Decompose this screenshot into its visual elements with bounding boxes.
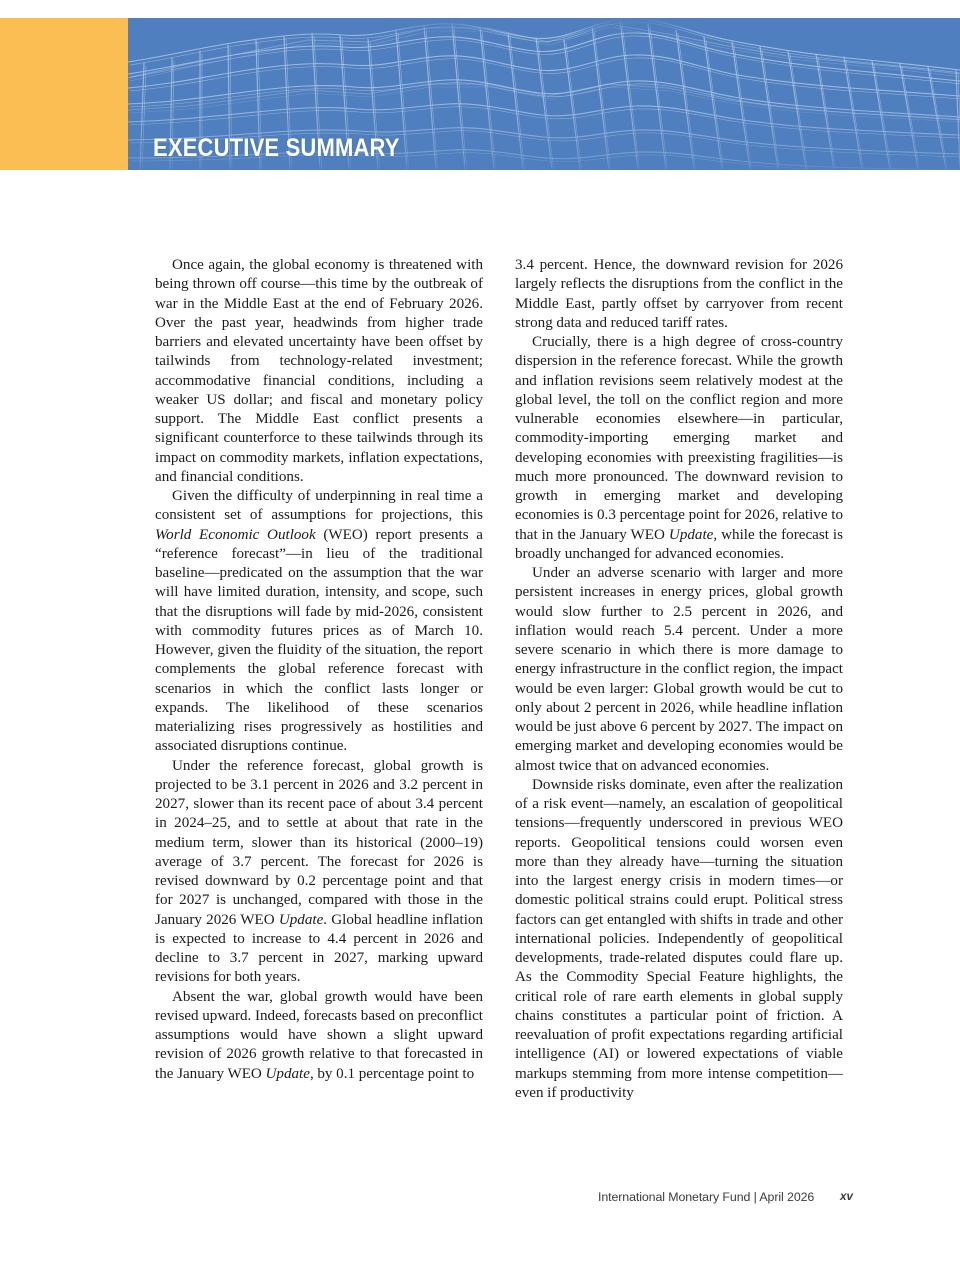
page-footer: [0, 1190, 960, 1210]
italic-run: World Economic Outlook: [155, 526, 316, 543]
paragraph-p8: Downside risks dominate, even after the realization of a risk event—namely, an escalation of geopolitical tensions—frequently underscored in previous WEO reports. Geopolitical tensions could worsen even more than they already have—turning the situation into the largest energy crisis in modern times—or domestic political strains could erupt. Political stress factors can get entangled with shifts in trade and other international policies. Independently of geopolitical developments, trade-related disputes could flare up. As the Commodity Special Feature highlights, the critical role of rare earth elements in global supply chains constitutes a particular point of friction. A reevaluation of profit expectations regarding artificial intelligence (AI) or lowered expectations of viable markups stemming from more intense competition—even if productivity: [515, 776, 843, 1101]
italic-run: Update: [265, 1065, 310, 1082]
text-column-left: [155, 256, 483, 1084]
page-title: EXECUTIVE SUMMARY: [153, 134, 400, 162]
paragraph-p5: 3.4 percent. Hence, the downward revision for 2026 largely reflects the disruptions from the conflict in the Middle East, partly offset by carryover from recent strong data and reduced tariff rates.: [515, 257, 843, 331]
paragraph-p6: Crucially, there is a high degree of cross-country dispersion in the reference forecast. While the growth and inflation revisions seem relatively modest at the global level, the toll on the conflict region and more vulnerable economies elsewhere—in particular, commodity-importing emerging market and developing economies with preexisting fragilities—is much more pronounced. The downward revision to growth in emerging market and developing economies is 0.3 percentage point for 2026, relative to that in the January WEO Update, while the forecast is broadly unchanged for advanced economies.: [515, 334, 843, 562]
italic-run: Update: [278, 911, 324, 928]
paragraph-p7: Under an adverse scenario with larger and more persistent increases in energy prices, global growth would slow further to 2.5 percent in 2026, and inflation would reach 5.4 percent. Under a more severe scenario in which there is more damage to energy infrastructure in the conflict region, the impact would be even larger: Global growth would be cut to only about 2 percent in 2026, while headline inflation would be just above 6 percent by 2027. The impact on emerging market and developing economies would be almost twice that on advanced economies.: [515, 565, 843, 774]
footer-page-number: xv: [840, 1190, 853, 1203]
paragraph-p2: Given the difficulty of underpinning in real time a consistent set of assumptions for projections, this World Economic Outlook (WEO) report presents a “reference forecast”—in lieu of the traditional baseline—predicated on the assumption that the war will have limited duration, intensity, and scope, such that the disruptions will fade by mid-2026, consistent with commodity futures prices as of March 10. However, given the fluidity of the situation, the report complements the global reference forecast with scenarios in which the conflict lasts longer or expands. The likelihood of these scenarios materializing rises progressively as hostilities and associated disruptions continue.: [155, 488, 483, 755]
paragraph-p3: Under the reference forecast, global growth is projected to be 3.1 percent in 2026 and 3.2 percent in 2027, slower than its recent pace of about 3.4 percent in 2024–25, and to settle at about that rate in the medium term, slower than its historical (2000–19) average of 3.7 percent. The forecast for 2026 is revised downward by 0.2 percentage point and that for 2027 is unchanged, compared with those in the January 2026 WEO Update. Global headline inflation is expected to increase to 4.4 percent in 2026 and decline to 3.7 percent in 2027, marking upward revisions for both years.: [155, 757, 483, 986]
italic-run: Update: [668, 526, 714, 543]
header-orange-accent-block: [0, 18, 128, 170]
footer-imprint: International Monetary Fund | April 2026: [598, 1190, 815, 1204]
text-column-right: [515, 256, 843, 1103]
header-banner: [0, 18, 960, 170]
paragraph-p4: Absent the war, global growth would have been revised upward. Indeed, forecasts based on preconflict assumptions would have shown a slight upward revision of 2026 growth relative to that forecasted in the January WEO Update, by 0.1 percentage point to: [155, 988, 483, 1082]
paragraph-p1: Once again, the global economy is threatened with being thrown off course—this time by the outbreak of war in the Middle East at the end of February 2026. Over the past year, headwinds from higher trade barriers and elevated uncertainty have been offset by tailwinds from technology-related investment; accommodative financial conditions, including a weaker US dollar; and fiscal and monetary policy support. The Middle East conflict presents a significant counterforce to these tailwinds through its impact on commodity markets, inflation expectations, and financial conditions.: [155, 257, 483, 485]
